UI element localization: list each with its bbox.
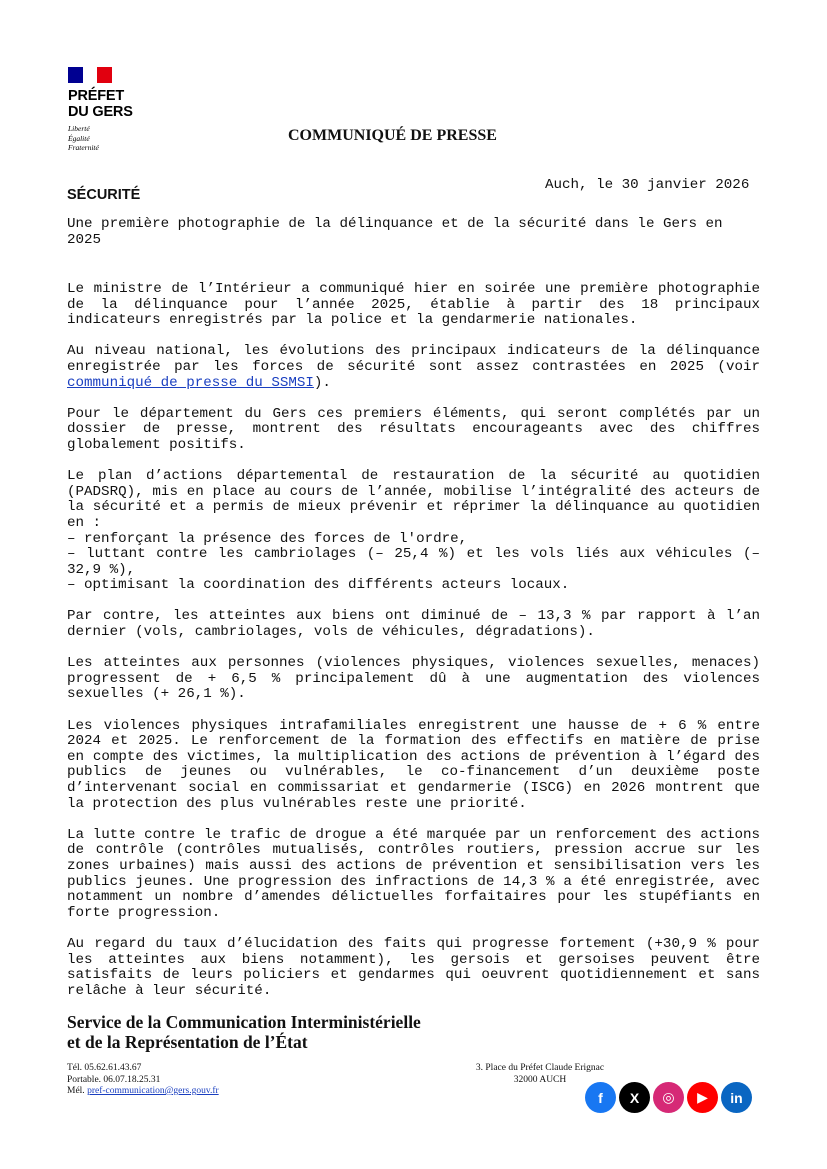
paragraph-3: Pour le département du Gers ces premiers éléments, qui seront complétés par un dossier de presse, montrent des résultats encourageants avec des chiffres globalement positifs. <box>67 405 760 453</box>
email-link[interactable]: pref-communication@gers.gouv.fr <box>87 1086 219 1096</box>
email-line <box>67 1086 219 1098</box>
paragraph-4 <box>67 469 760 594</box>
paragraph-8: La lutte contre le trafic de drogue a été marquée par un renforcement des actions de contrôle (contrôles mutualisés, contrôles routiers, pression accrue sur les zones urbaines) mais aussi des actions de prévention et sensibilisation vers les publics jeunes. Une progression des infractions de 14,3 % a été enregistrée, avec notamment un nombre d’amendes délictuelles forfaitaires pour les stupéfiants en forte progression. <box>67 826 760 921</box>
facebook-icon[interactable]: f <box>585 1082 616 1113</box>
list-item: – luttant contre les cambriolages (– 25,4 %) et les vols liés aux véhicules (– 32,9 %), <box>67 546 760 578</box>
social-links <box>585 1082 752 1113</box>
ssmsi-press-link[interactable]: communiqué de presse du SSMSI <box>67 374 314 391</box>
paragraph-6: Les atteintes aux personnes (violences physiques, violences sexuelles, menaces) progressent de + 6,5 % principalement dû à une augmentation des violences sexuelles (+ 26,1 %). <box>67 655 760 703</box>
youtube-icon[interactable]: ▶ <box>687 1082 718 1113</box>
motto-liberte: Liberté <box>68 124 90 133</box>
prefecture-logo <box>68 67 148 153</box>
republic-motto <box>68 124 148 153</box>
linkedin-icon[interactable]: in <box>721 1082 752 1113</box>
service-line2: et de la Représentation de l’État <box>67 1031 308 1052</box>
mobile-number: Portable. 06.07.18.25.31 <box>67 1074 161 1085</box>
service-line1: Service de la Communication Interministérielle <box>67 1012 421 1032</box>
document-title: COMMUNIQUÉ DE PRESSE <box>288 127 497 144</box>
phone-number: Tél. 05.62.61.43.67 <box>67 1063 142 1073</box>
headline: Une première photographie de la délinquance et de la sécurité dans le Gers en 2025 <box>67 216 723 248</box>
motto-fraternite: Fraternité <box>68 143 99 152</box>
footer-service-title <box>67 1013 421 1052</box>
section-label: SÉCURITÉ <box>67 187 141 203</box>
paragraph-2-end: ). <box>313 374 331 391</box>
paragraph-1: Le ministre de l’Intérieur a communiqué hier en soirée une première photographie de la délinquance pour l’année 2025, établie à partir des 18 principaux indicateurs enregistrés par la police et la gendarmerie nationales. <box>67 281 760 329</box>
logo-text <box>68 89 148 120</box>
date-line: Auch, le 30 janvier 2026 <box>545 177 750 193</box>
paragraph-2 <box>67 344 760 391</box>
paragraph-2-start: Au niveau national, les évolutions des principaux indicateurs de la délinquance enregistrée par les forces de sécurité sont assez contrastées en 2025 (voir <box>67 343 760 375</box>
address-line1: 3. Place du Préfet Claude Erignac <box>475 1063 605 1073</box>
email-label: Mél. <box>67 1086 88 1096</box>
list-item: – optimisant la coordination des différents acteurs locaux. <box>67 577 570 594</box>
paragraph-9: Au regard du taux d’élucidation des faits qui progresse fortement (+30,9 % pour les atteintes aux biens notamment), les gersois et gersoises peuvent être satisfaits de leurs policiers et gendarmes qui oeuvrent quotidiennement et sans relâche à leur sécurité. <box>67 935 760 999</box>
contact-info <box>67 1063 219 1098</box>
marianne-flag-icon <box>68 67 112 83</box>
instagram-icon[interactable]: ◎ <box>653 1082 684 1113</box>
logo-line2: DU GERS <box>68 103 133 120</box>
paragraph-5: Par contre, les atteintes aux biens ont diminué de – 13,3 % par rapport à l’an dernier (vols, cambriolages, vols de véhicules, dégradations). <box>67 608 760 641</box>
paragraph-7: Les violences physiques intrafamiliales enregistrent une hausse de + 6 % entre 2024 et 2025. Le renforcement de la formation des effectifs en matière de prise en compte des victimes, la multiplication des actions de prévention à l’égard des publics de jeunes ou vulnérables, le co-financement d’un deuxième poste d’intervenant social en commissariat et gendarmerie (ISCG) en 2026 montrent que la protection des plus vulnérables reste une priorité. <box>67 717 760 812</box>
x-icon[interactable]: X <box>619 1082 650 1113</box>
address-line2: 32000 AUCH <box>513 1074 567 1085</box>
logo-line1: PRÉFET <box>68 88 124 104</box>
paragraph-4-intro: Le plan d’actions départemental de restauration de la sécurité au quotidien (PADSRQ), mis en place au cours de l’année, mobilise l’intégralité des acteurs de la sécurité et a permis de mieux prévenir et réprimer la délinquance au quotidien en : <box>67 468 760 531</box>
list-item: – renforçant la présence des forces de l'ordre, <box>67 530 468 547</box>
body-text <box>67 282 760 1015</box>
motto-egalite: Égalité <box>68 133 90 143</box>
